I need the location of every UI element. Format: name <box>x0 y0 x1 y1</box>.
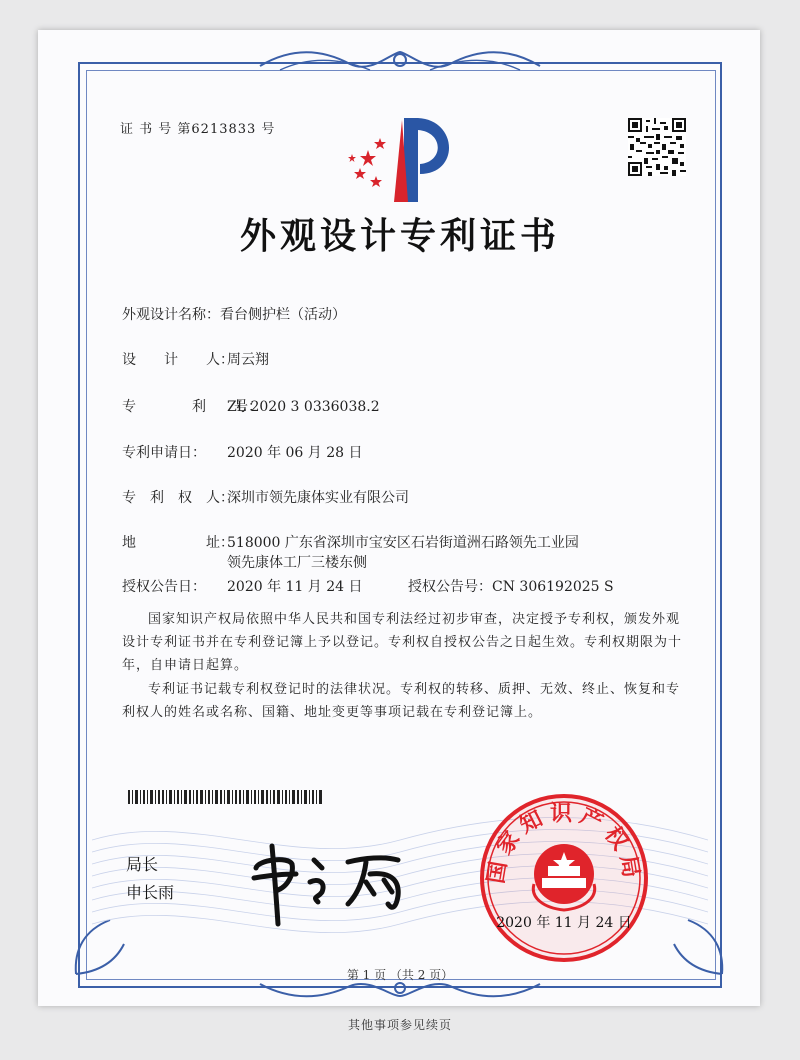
certificate-title: 外观设计专利证书 <box>239 215 560 257</box>
field-label: 专 利 权 人： <box>122 490 234 506</box>
field-patent-number <box>122 396 380 416</box>
field-address-line2: 领先康体工厂三楼东侧 <box>227 555 367 571</box>
qr-code-icon <box>628 118 686 176</box>
legal-paragraph-2: 专利证书记载专利权登记时的法律状况。专利权的转移、质押、无效、终止、恢复和专利权人的姓名或名称、国籍、地址变更等事项记载在专利登记簿上。 <box>122 682 681 720</box>
field-value: 周云翔 <box>227 352 269 368</box>
field-label: 专 利 号： <box>122 399 262 415</box>
field-label: 地 址： <box>122 535 234 551</box>
field-value: 518000 广东省深圳市宝安区石岩街道洲石路领先工业园 <box>227 535 579 551</box>
field-designer <box>122 349 269 369</box>
field-value: 深圳市领先康体实业有限公司 <box>227 490 409 506</box>
field-grant-number <box>408 576 614 596</box>
field-value: 看台侧护栏（活动） <box>220 307 346 323</box>
certificate-number: 证 书 号 第6213833 号 <box>120 122 276 137</box>
seal-text: 国家知识产权局 <box>482 800 646 886</box>
field-label: 授权公告号： <box>408 579 492 595</box>
field-address <box>122 532 579 552</box>
top-ornament-icon <box>250 44 550 80</box>
field-design-name <box>122 304 346 324</box>
patent-office-logo-icon <box>340 110 470 206</box>
signature-icon <box>248 838 418 928</box>
official-seal-icon <box>478 792 650 964</box>
field-label: 设 计 人： <box>122 352 234 368</box>
field-label: 专利申请日： <box>122 445 206 461</box>
footer-note: 其他事项参见续页 <box>347 1018 452 1032</box>
field-value: ZL 2020 3 0336038.2 <box>227 399 380 415</box>
director-title: 局长 <box>126 855 159 874</box>
field-value: 2020 年 11 月 24 日 <box>227 579 363 595</box>
director-name: 申长雨 <box>126 883 175 902</box>
field-value: 2020 年 06 月 28 日 <box>227 445 363 461</box>
field-label: 外观设计名称： <box>122 307 220 323</box>
barcode-icon <box>128 790 322 804</box>
field-grant-date <box>122 576 363 596</box>
page-number: 第 1 页 （共 2 页） <box>346 968 454 982</box>
legal-paragraph-1: 国家知识产权局依照中华人民共和国专利法经过初步审查，决定授予专利权，颁发外观设计专利证书并在专利登记簿上予以登记。专利权自授权公告之日起生效。专利权期限为十年，自申请日起算。 <box>122 612 683 673</box>
field-label: 授权公告日： <box>122 579 206 595</box>
field-filing-date <box>122 442 363 462</box>
seal-date: 2020 年 11 月 24 日 <box>496 915 632 931</box>
field-patentee <box>122 487 409 507</box>
field-value: CN 306192025 S <box>492 579 614 595</box>
